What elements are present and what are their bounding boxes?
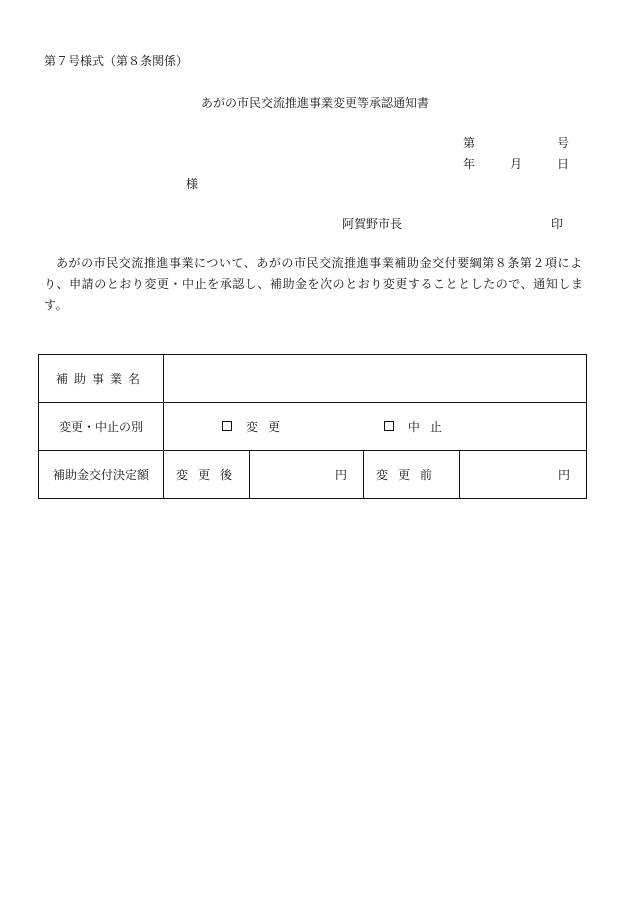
- change-type-options: [164, 403, 587, 451]
- reference-number-prefix: 第: [463, 136, 476, 150]
- reference-number-suffix: 号: [557, 136, 570, 150]
- before-change-label: 変更前: [364, 451, 460, 499]
- option-change[interactable]: 変更: [222, 418, 290, 435]
- document-title: あがの市民交流推進事業変更等承認通知書: [200, 96, 429, 110]
- project-name-label: 補助事業名: [39, 355, 164, 403]
- change-type-row: [39, 403, 587, 451]
- date-month-label: 月: [510, 157, 523, 171]
- date-year-label: 年: [463, 157, 476, 171]
- seal-mark: 印: [551, 217, 564, 231]
- yen-unit-before: 円: [557, 468, 570, 482]
- checkbox-icon[interactable]: [222, 421, 232, 431]
- yen-unit-after: 円: [334, 468, 347, 482]
- grant-amount-label: 補助金交付決定額: [39, 451, 164, 499]
- change-type-label: 変更・中止の別: [39, 403, 164, 451]
- grant-amount-row: [39, 451, 587, 499]
- after-change-amount[interactable]: [250, 451, 364, 499]
- project-name-row: [39, 355, 587, 403]
- form-number: 第７号様式（第８条関係）: [44, 54, 189, 68]
- option-cancel[interactable]: 中止: [384, 418, 452, 435]
- project-name-field[interactable]: [164, 355, 587, 403]
- after-change-label: 変更後: [164, 451, 250, 499]
- form-table: [38, 354, 587, 499]
- notice-body-text: あがの市民交流推進事業について、あがの市民交流推進事業補助金交付要綱第８条第２項により、申請のとおり変更・中止を承認し、補助金を次のとおり変更することとしたので、通知します。: [44, 256, 584, 312]
- issuer-name: 阿賀野市長: [342, 217, 403, 231]
- addressee-honorific: 様: [186, 177, 199, 191]
- before-change-amount[interactable]: [460, 451, 587, 499]
- date-day-label: 日: [557, 157, 570, 171]
- checkbox-icon[interactable]: [384, 421, 394, 431]
